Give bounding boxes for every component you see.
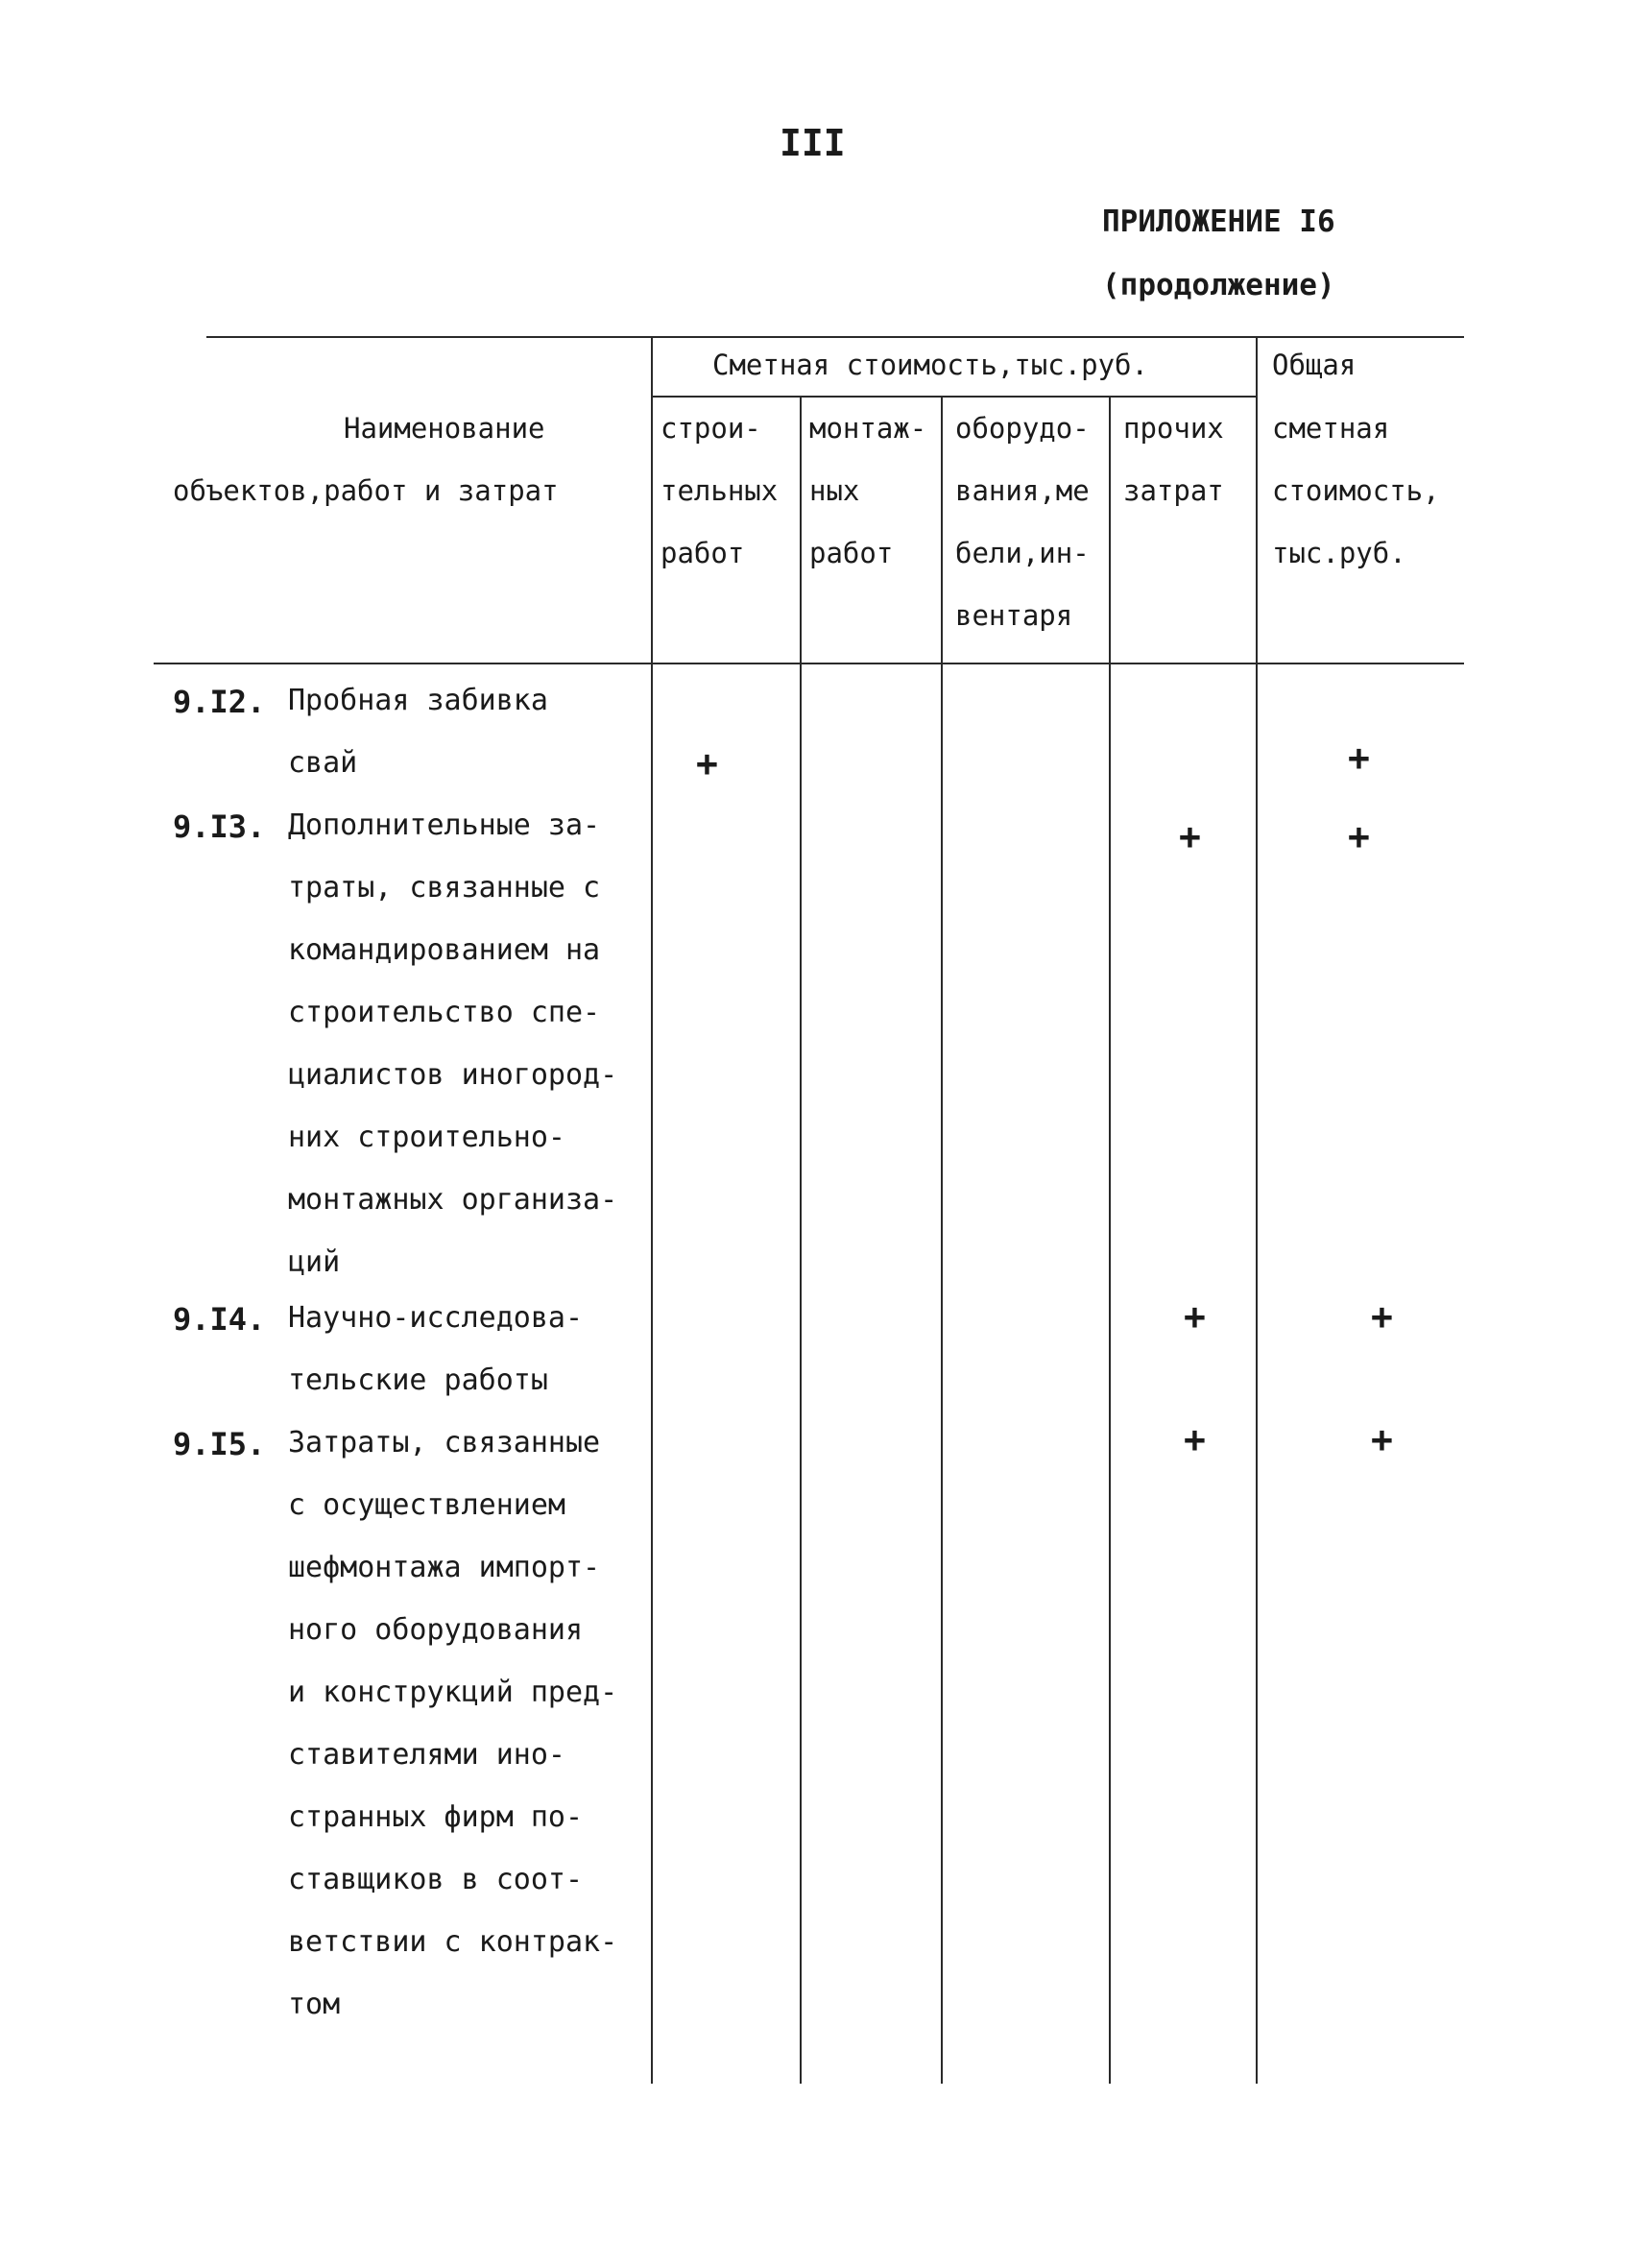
row-text-line: строительство спе- xyxy=(288,996,601,1029)
row-text-line: ций xyxy=(288,1245,341,1279)
page-number: III xyxy=(780,122,846,164)
header-col-other: прочих xyxy=(1123,412,1224,445)
header-col-installation: работ xyxy=(809,537,894,569)
header-name-line: Наименование xyxy=(344,412,545,445)
column-divider xyxy=(651,336,653,2084)
row-text-line: ставщиков в соот- xyxy=(288,1863,584,1896)
header-col-total: Общая xyxy=(1272,349,1357,381)
header-col-other: затрат xyxy=(1123,474,1224,507)
mark-other: + xyxy=(1179,815,1201,857)
column-divider xyxy=(1109,396,1111,2084)
row-number: 9.I4. xyxy=(173,1301,266,1338)
header-group-label: Сметная стоимость,тыс.руб. xyxy=(712,349,1148,381)
header-group-rule xyxy=(653,396,1256,398)
row-text-line: Затраты, связанные xyxy=(288,1426,601,1460)
mark-total: + xyxy=(1348,815,1370,857)
row-text-line: ставителями ино- xyxy=(288,1738,565,1772)
row-text-line: монтажных организа- xyxy=(288,1183,618,1217)
header-name-line: объектов,работ и затрат xyxy=(173,474,559,507)
header-col-equipment: оборудо- xyxy=(955,412,1090,445)
header-col-equipment: вания,ме xyxy=(955,474,1090,507)
header-col-construction: строи- xyxy=(660,412,761,445)
row-text-line: циалистов иногород- xyxy=(288,1058,618,1092)
mark-total: + xyxy=(1371,1295,1393,1338)
column-divider xyxy=(800,396,802,2084)
header-col-construction: работ xyxy=(660,537,745,569)
row-text-line: шефмонтажа импорт- xyxy=(288,1551,601,1584)
row-text-line: свай xyxy=(288,746,358,780)
row-text-line: ного оборудования xyxy=(288,1613,584,1647)
row-text-line: Дополнительные за- xyxy=(288,808,601,842)
row-text-line: командированием на xyxy=(288,933,601,967)
column-divider xyxy=(1256,336,1258,2084)
mark-total: + xyxy=(1371,1418,1393,1460)
header-col-installation: ных xyxy=(809,474,860,507)
header-col-total: тыс.руб. xyxy=(1272,537,1406,569)
appendix-title: ПРИЛОЖЕНИЕ I6 xyxy=(1102,205,1335,239)
header-col-equipment: бели,ин- xyxy=(955,537,1090,569)
row-text-line: тельские работы xyxy=(288,1363,548,1397)
header-col-total: сметная xyxy=(1272,412,1390,445)
header-col-construction: тельных xyxy=(660,474,779,507)
row-number: 9.I3. xyxy=(173,808,266,845)
header-bottom-rule xyxy=(154,663,1464,664)
row-number: 9.I5. xyxy=(173,1426,266,1462)
mark-construction: + xyxy=(696,742,718,784)
row-text-line: траты, связанные с xyxy=(288,871,601,905)
row-text-line: том xyxy=(288,1988,341,2021)
row-text-line: них строительно- xyxy=(288,1121,565,1154)
mark-other: + xyxy=(1184,1418,1206,1460)
row-text-line: и конструкций пред- xyxy=(288,1676,618,1709)
mark-other: + xyxy=(1184,1295,1206,1338)
table-top-rule xyxy=(206,336,1464,338)
column-divider xyxy=(941,396,943,2084)
appendix-subtitle: (продолжение) xyxy=(1102,268,1335,302)
header-col-total: стоимость, xyxy=(1272,474,1440,507)
header-col-equipment: вентаря xyxy=(955,599,1073,632)
row-number: 9.I2. xyxy=(173,684,266,720)
row-text-line: странных фирм по- xyxy=(288,1800,584,1834)
header-col-installation: монтаж- xyxy=(809,412,927,445)
row-text-line: Пробная забивка xyxy=(288,684,548,717)
row-text-line: Научно-исследова- xyxy=(288,1301,584,1335)
row-text-line: с осуществлением xyxy=(288,1488,565,1522)
row-text-line: ветствии с контрак- xyxy=(288,1925,618,1959)
mark-total: + xyxy=(1348,736,1370,779)
